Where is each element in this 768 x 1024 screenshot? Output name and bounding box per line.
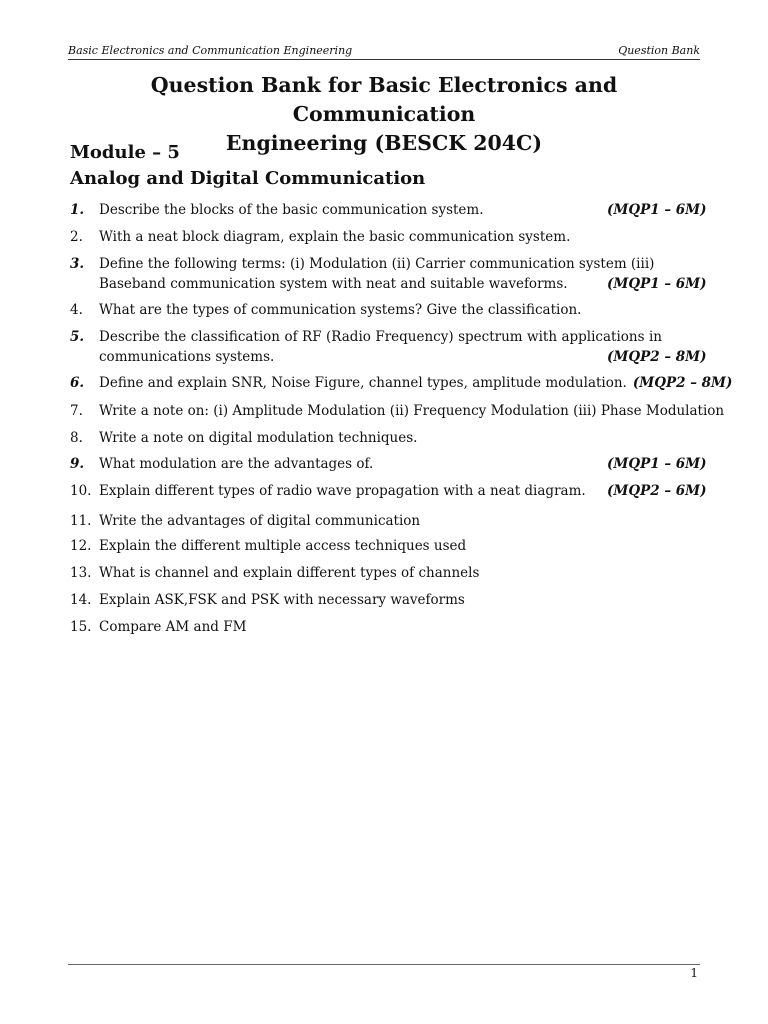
- question-number: 7.: [70, 403, 83, 419]
- question-item: [70, 227, 706, 247]
- question-text: [99, 373, 733, 393]
- question-number: 12.: [70, 538, 92, 554]
- section-heading: Analog and Digital Communication: [70, 168, 426, 189]
- question-item: [70, 327, 706, 367]
- question-number: 10.: [70, 483, 92, 499]
- header-doc-type: Question Bank: [618, 44, 700, 57]
- question-item: [70, 428, 706, 448]
- question-number: 2.: [70, 229, 83, 245]
- question-text-content: Explain different types of radio wave propagation with a neat diagram.: [99, 483, 586, 499]
- question-item: [70, 481, 706, 501]
- question-marks: (MQP2 – 6M): [607, 483, 707, 499]
- question-text: [99, 563, 706, 583]
- question-text-content: Write the advantages of digital communication: [99, 513, 421, 529]
- question-text-content: Write a note on digital modulation techniques.: [99, 430, 418, 446]
- question-text-content: With a neat block diagram, explain the basic communication system.: [99, 229, 571, 245]
- question-number: 11.: [70, 513, 92, 529]
- question-text-content: Write a note on: (i) Amplitude Modulation (ii) Frequency Modulation (iii) Phase Modulation: [99, 403, 725, 419]
- question-item: [70, 254, 706, 294]
- question-number: 9.: [70, 456, 85, 472]
- question-number: 15.: [70, 619, 92, 635]
- question-text: [99, 227, 706, 247]
- question-text: [99, 300, 706, 320]
- question-text-line: [99, 428, 706, 448]
- question-text: [99, 617, 706, 637]
- question-number: 6.: [70, 375, 85, 391]
- document-title-line-1: Question Bank for Basic Electronics and Communication: [150, 73, 618, 126]
- question-text-content: Describe the blocks of the basic communication system.: [99, 202, 484, 218]
- question-item: [70, 590, 706, 610]
- question-text-content: Explain the different multiple access techniques used: [99, 538, 467, 554]
- question-text-content: Explain ASK,FSK and PSK with necessary waveforms: [99, 592, 465, 608]
- question-text-content: Compare AM and FM: [99, 619, 247, 635]
- question-number: 13.: [70, 565, 92, 581]
- question-text: [99, 401, 725, 421]
- question-text-line: [99, 563, 706, 583]
- question-item: [70, 617, 706, 637]
- page-number: 1: [690, 966, 698, 980]
- question-number: 8.: [70, 430, 83, 446]
- question-text-content: What modulation are the advantages of.: [99, 456, 374, 472]
- question-text-content: Define and explain SNR, Noise Figure, channel types, amplitude modulation.: [99, 375, 627, 391]
- question-text-line: [99, 511, 706, 531]
- question-item: [70, 200, 706, 220]
- question-text-line: [99, 327, 662, 347]
- question-text-content: Describe the classification of RF (Radio Frequency) spectrum with applications in: [99, 329, 662, 345]
- document-title-line-2: Engineering (BESCK 204C): [225, 131, 543, 155]
- question-item: [70, 373, 733, 393]
- question-number: 5.: [70, 329, 85, 345]
- module-heading: Module – 5: [70, 142, 180, 163]
- question-marks: (MQP2 – 8M): [607, 349, 707, 365]
- question-item: [70, 536, 706, 556]
- question-text-line: [99, 373, 733, 393]
- question-text-line: [99, 401, 725, 421]
- question-text-line: [99, 254, 706, 274]
- question-text-content: Define the following terms: (i) Modulation (ii) Carrier communication system (iii): [99, 256, 655, 272]
- question-text-content: What is channel and explain different types of channels: [99, 565, 480, 581]
- question-text: [99, 428, 706, 448]
- question-text-line: [99, 590, 706, 610]
- question-number: 3.: [70, 256, 85, 272]
- question-marks: (MQP1 – 6M): [607, 276, 707, 292]
- question-text-content: communications systems.: [99, 349, 275, 365]
- question-text-content: What are the types of communication systems? Give the classification.: [99, 302, 582, 318]
- question-text-line: [99, 536, 706, 556]
- question-number: 4.: [70, 302, 83, 318]
- question-item: [70, 401, 725, 421]
- question-marks: (MQP1 – 6M): [607, 456, 707, 472]
- question-marks: (MQP2 – 8M): [632, 375, 733, 391]
- question-text: [99, 511, 706, 531]
- question-number: 1.: [70, 202, 85, 218]
- footer-rule: [68, 964, 700, 965]
- question-text: [99, 536, 706, 556]
- question-text-line: [99, 617, 706, 637]
- question-text-content: Baseband communication system with neat and suitable waveforms.: [99, 276, 568, 292]
- question-text: [99, 590, 706, 610]
- question-number: 14.: [70, 592, 92, 608]
- question-item: [70, 563, 706, 583]
- header-course-name: Basic Electronics and Communication Engineering: [68, 44, 353, 57]
- question-text-line: [99, 300, 706, 320]
- question-item: [70, 511, 706, 531]
- question-item: [70, 454, 706, 474]
- question-marks: (MQP1 – 6M): [607, 202, 707, 218]
- question-text-line: [99, 227, 706, 247]
- question-item: [70, 300, 706, 320]
